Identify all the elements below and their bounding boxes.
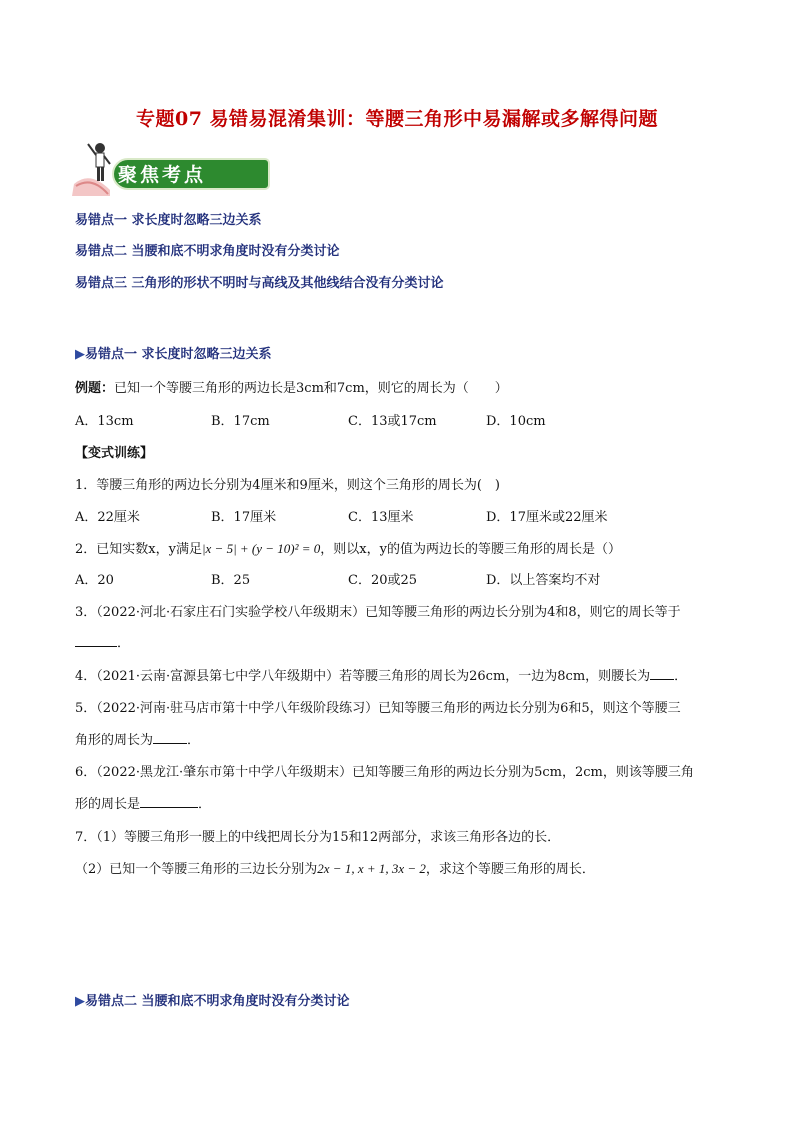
answer-blank[interactable] xyxy=(153,731,187,744)
q7-text-pre: （2）已知一个等腰三角形的三边长分别为 xyxy=(75,862,318,877)
q1-option-a: A．22厘米 xyxy=(75,510,140,525)
q1-option-c: C．13厘米 xyxy=(348,510,414,525)
section-1-title: 易错点一 求长度时忽略三边关系 xyxy=(85,347,272,362)
q3-end: ． xyxy=(117,636,131,651)
q2-option-b: B．25 xyxy=(211,573,251,588)
q4-end: ． xyxy=(674,669,688,684)
variant-heading: 【变式训练】 xyxy=(75,446,154,461)
question-7-part-1: 7．（1）等腰三角形一腰上的中线把周长分为15和12两部分，求该三角形各边的长． xyxy=(75,830,561,845)
section-2-title: 易错点二 当腰和底不明求角度时没有分类讨论 xyxy=(85,994,350,1009)
answer-blank[interactable] xyxy=(140,795,198,808)
question-6-line-2 xyxy=(75,793,211,812)
q2-option-a: A．20 xyxy=(75,573,114,588)
example-text: 已知一个等腰三角形的两边长是3cm和7cm，则它的周长为（ ） xyxy=(114,381,508,396)
point-2: 易错点二 当腰和底不明求角度时没有分类讨论 xyxy=(75,244,340,259)
example-option-c: C．13或17cm xyxy=(348,414,437,429)
section-1-heading xyxy=(75,343,272,362)
q7-formula: 2x − 1, x + 1, 3x − 2 xyxy=(317,861,426,876)
q4-text: 4．（2021·云南·富源县第七中学八年级期中）若等腰三角形的周长为26cm，一边为8cm，则腰长为 xyxy=(75,669,651,684)
question-4 xyxy=(75,665,687,684)
question-3: 3．（2022·河北·石家庄石门实验学校八年级期末）已知等腰三角形的两边长分别为4和8，则它的周长等于 xyxy=(75,605,681,620)
example-option-b: B．17cm xyxy=(211,414,270,429)
question-6: 6．（2022·黑龙江·肇东市第十中学八年级期末）已知等腰三角形的两边长分别为5cm，2cm，则该等腰三角 xyxy=(75,765,694,780)
example-label: 例题： xyxy=(75,381,115,396)
q2-formula: |x − 5| + (y − 10)² = 0 xyxy=(201,541,321,556)
point-1: 易错点一 求长度时忽略三边关系 xyxy=(75,213,262,228)
point-3: 易错点三 三角形的形状不明时与高线及其他线结合没有分类讨论 xyxy=(75,276,444,291)
triangle-marker-icon: ▶ xyxy=(75,347,85,362)
triangle-marker-icon: ▶ xyxy=(75,994,85,1009)
badge-text: 聚焦考点 xyxy=(118,164,207,186)
question-5: 5．（2022·河南·驻马店市第十中学八年级阶段练习）已知等腰三角形的两边长分别为6和5，则这个等腰三 xyxy=(75,701,681,716)
question-7-part-2 xyxy=(75,858,595,877)
q2-text-post: ，则以x，y的值为两边长的等腰三角形的周长是（） xyxy=(320,542,621,557)
q1-option-d: D．17厘米或22厘米 xyxy=(486,510,608,525)
question-2 xyxy=(75,538,621,557)
page-title: 专题07 易错易混淆集训：等腰三角形中易漏解或多解得问题 xyxy=(135,108,659,130)
q6-text-2: 形的周长是 xyxy=(75,797,141,812)
q6-end: ． xyxy=(198,797,212,812)
example-question xyxy=(75,377,508,396)
example-option-a: A．13cm xyxy=(75,414,134,429)
answer-blank[interactable] xyxy=(75,634,117,647)
answer-blank[interactable] xyxy=(650,667,674,680)
q7-text-post: ，求这个等腰三角形的周长． xyxy=(425,862,595,877)
q5-text-2: 角形的周长为 xyxy=(75,733,154,748)
example-option-d: D．10cm xyxy=(486,414,546,429)
section-2-heading xyxy=(75,990,350,1009)
q2-text-pre: 2．已知实数x，y满足 xyxy=(75,542,202,557)
question-1: 1．等腰三角形的两边长分别为4厘米和9厘米，则这个三角形的周长为( ) xyxy=(75,478,500,493)
focus-badge xyxy=(70,140,210,196)
question-3-line-2 xyxy=(75,632,130,651)
question-5-line-2 xyxy=(75,729,200,748)
q2-option-d: D．以上答案均不对 xyxy=(486,573,601,588)
q1-option-b: B．17厘米 xyxy=(211,510,277,525)
q5-end: ． xyxy=(187,733,201,748)
q2-option-c: C．20或25 xyxy=(348,573,418,588)
